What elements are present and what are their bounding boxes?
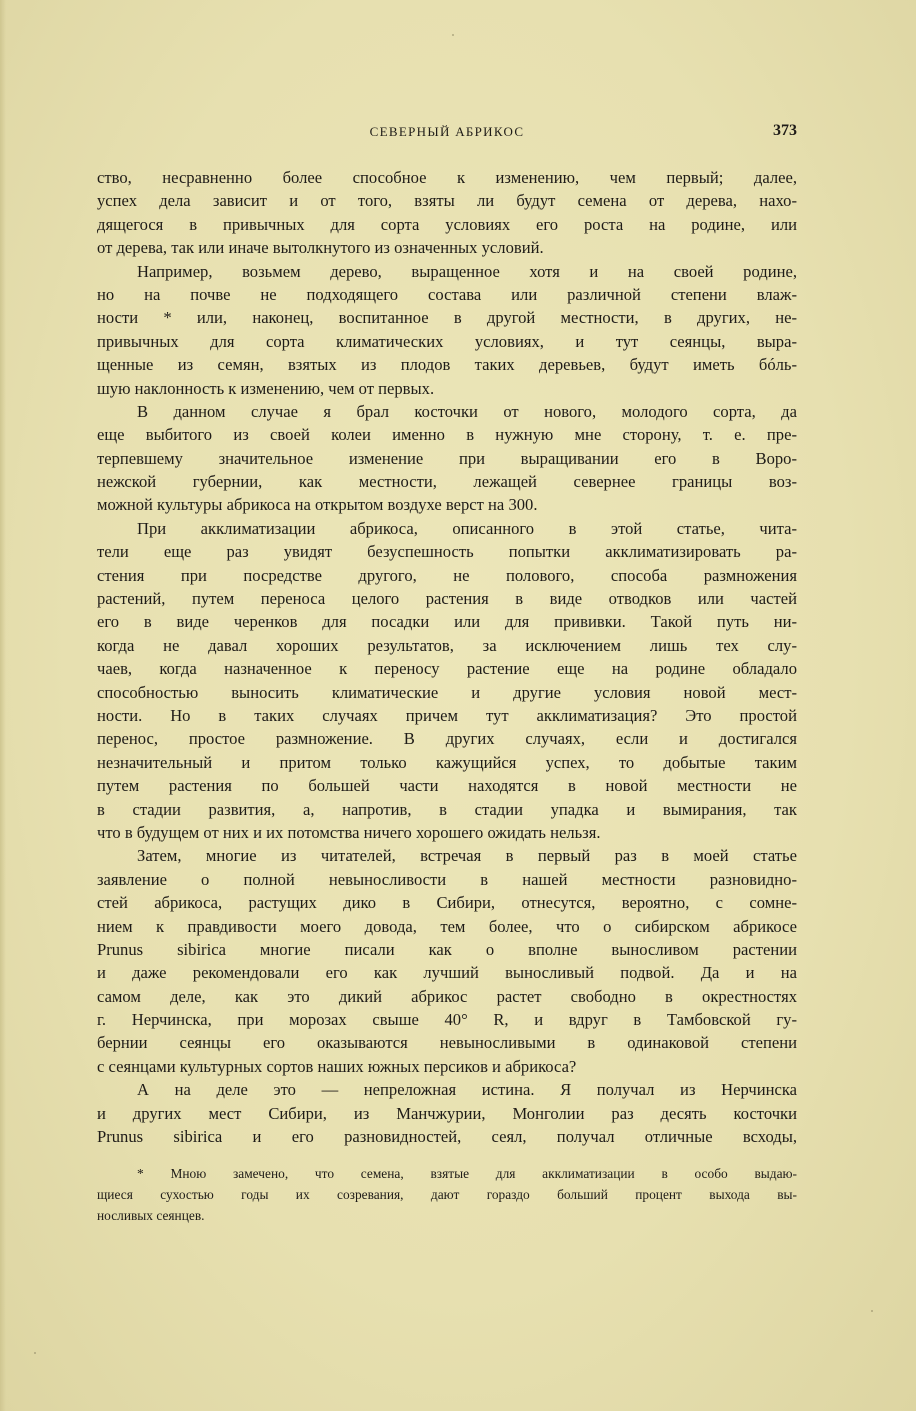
text-line: можной культуры абрикоса на открытом воздухе верст на 300.: [97, 495, 538, 515]
page-number: 373: [773, 122, 797, 139]
text-line: заявление о полной невыносливости в нашей местности разновидно-: [97, 869, 797, 889]
text-line: При акклиматизации абрикоса, описанного в этой статье, чита-: [137, 518, 797, 538]
text-line: Prunus sibirica многие писали как о вполне выносливом растении: [97, 939, 797, 959]
text-line: способностью выносить климатические и другие условия новой мест-: [97, 682, 797, 702]
text-line: В данном случае я брал косточки от нового, молодого сорта, да: [137, 401, 797, 421]
text-line: привычных для сорта климатических условиях, и тут сеянцы, выра-: [97, 331, 797, 351]
text-line: нежской губернии, как местности, лежащей севернее границы воз-: [97, 472, 797, 492]
page-edge-shadow: [0, 0, 6, 1411]
text-line: путем растения по большей части находятся в новой местности не: [97, 776, 797, 796]
text-line: шую наклонность к изменению, чем от первых.: [97, 378, 435, 398]
main-text: [97, 166, 797, 1148]
text-line: ство, несравненно более способное к изменению, чем первый; далее,: [97, 168, 797, 187]
footnote-line: щиеся сухостью годы их созревания, дают гораздо больший процент выхода вы-: [97, 1187, 797, 1202]
text-line: тели еще раз увидят безуспешность попытки акклиматизировать ра-: [97, 542, 797, 562]
text-line: незначительный и притом только кажущийся успех, то добытые таким: [97, 752, 797, 772]
text-line: щенные из семян, взятых из плодов таких деревьев, будут иметь бóль-: [97, 355, 797, 375]
text-line: стения при посредстве другого, не полового, способа размножения: [97, 565, 797, 585]
text-line: перенос, простое размножение. В других случаях, если и достигался: [97, 729, 797, 749]
text-line: Prunus sibirica и его разновидностей, сеял, получал отличные всходы,: [97, 1127, 797, 1147]
text-line: успех дела зависит и от того, взяты ли будут семена от дерева, нахо-: [97, 191, 797, 211]
footnote-line: * Мною замечено, что семена, взятые для акклиматизации в особо выдаю-: [137, 1166, 797, 1181]
text-line: самом деле, как это дикий абрикос растет свободно в окрестностях: [97, 986, 797, 1006]
text-line: дящегося в привычных для сорта условиях его роста на родине, или: [97, 214, 797, 234]
text-line: Затем, многие из читателей, встречая в первый раз в моей статье: [137, 846, 797, 866]
text-line: с сеянцами культурных сортов наших южных персиков и абрикоса?: [97, 1056, 577, 1076]
text-line: от дерева, так или иначе вытолкнутого из означенных условий.: [97, 238, 544, 258]
text-line: чаев, когда назначенное к переносу растение еще на родине обладало: [97, 659, 797, 679]
text-line: ности. Но в таких случаях причем тут акклиматизация? Это простой: [97, 705, 797, 725]
text-line: растений, путем переноса целого растения в виде отводков или частей: [97, 589, 797, 609]
text-line: нием к правдивости моего довода, тем более, что о сибирском абрикосе: [97, 916, 797, 936]
footnote-line: носливых сеянцев.: [97, 1208, 205, 1223]
text-line: что в будущем от них и их потомства ничего хорошего ожидать нельзя.: [97, 822, 601, 842]
paper-speck: [871, 1310, 873, 1312]
text-line: стей абрикоса, растущих дико в Сибири, отнесутся, вероятно, с сомне-: [97, 893, 797, 913]
paper-speck: [34, 1352, 36, 1354]
paper-speck: [452, 34, 454, 36]
running-title: СЕВЕРНЫЙ АБРИКОС: [369, 124, 525, 139]
text-line: но на почве не подходящего состава или различной степени влаж-: [97, 284, 797, 304]
text-line: когда не давал хороших результатов, за исключением лишь тех слу-: [97, 635, 797, 655]
running-head: [97, 122, 797, 142]
text-line: Например, возьмем дерево, выращенное хотя и на своей родине,: [137, 261, 797, 281]
text-line: бернии сеянцы его оказываются невыносливыми в одинаковой степени: [97, 1033, 797, 1053]
text-line: ности * или, наконец, воспитанное в другой местности, в других, не-: [97, 308, 797, 328]
text-line: его в виде черенков для посадки или для прививки. Такой путь ни-: [97, 612, 797, 632]
footnote: [97, 1163, 797, 1226]
text-line: и других мест Сибири, из Манчжурии, Монголии раз десять косточки: [97, 1103, 797, 1123]
text-line: г. Нерчинска, при морозах свыше 40° R, и вдруг в Тамбовской гу-: [97, 1010, 797, 1030]
text-line: еще выбитого из своей колеи именно в нужную мне сторону, т. е. пре-: [97, 425, 797, 445]
text-line: терпевшему значительное изменение при выращивании его в Воро-: [97, 448, 797, 468]
text-line: и даже рекомендовали его как лучший выносливый подвой. Да и на: [97, 963, 797, 983]
text-line: А на деле это — непреложная истина. Я получал из Нерчинска: [137, 1080, 797, 1100]
text-line: в стадии развития, а, напротив, в стадии упадка и вымирания, так: [97, 799, 797, 819]
